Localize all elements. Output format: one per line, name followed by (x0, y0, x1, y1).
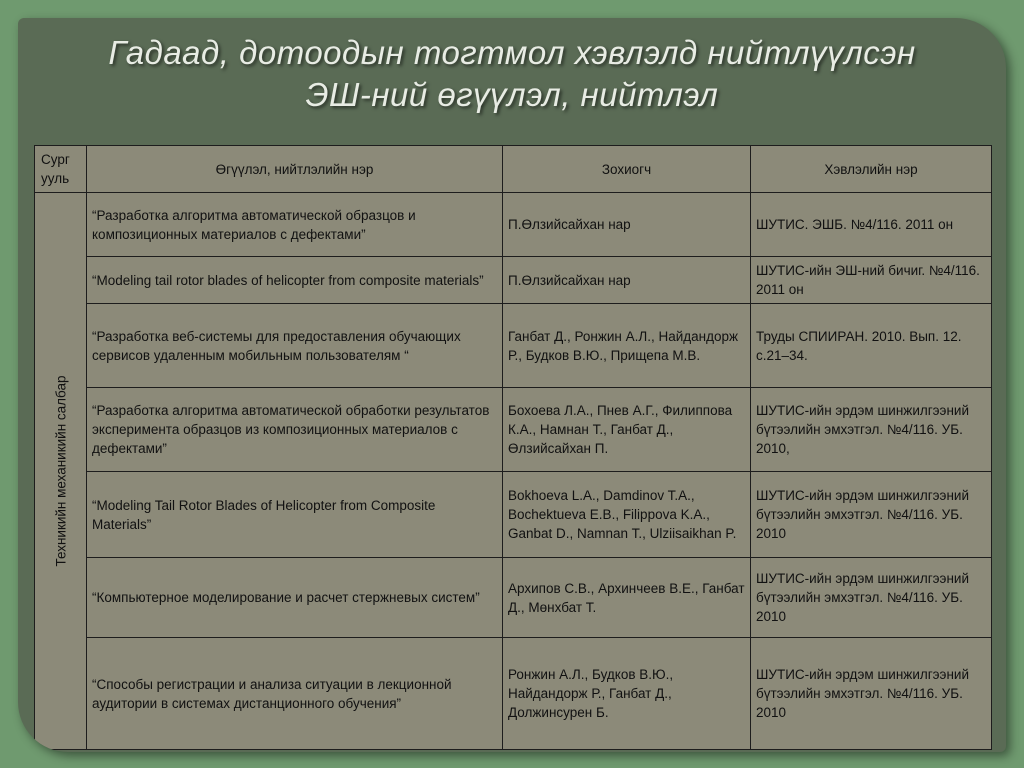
row-publication: ШУТИС. ЭШБ. №4/116. 2011 он (751, 193, 992, 257)
row-publication: Труды СПИИРАН. 2010. Вып. 12. с.21–34. (751, 304, 992, 388)
header-category-label: Сург ууль (41, 152, 70, 186)
row-publication: ШУТИС-ийн ЭШ-ний бичиг. №4/116. 2011 он (751, 257, 992, 304)
table-row (35, 472, 992, 558)
slide-title (18, 32, 1006, 116)
header-category (35, 146, 87, 193)
slide-frame (18, 18, 1006, 752)
row-name: “Modeling Tail Rotor Blades of Helicopter from Composite Materials” (87, 472, 503, 558)
table-row (35, 257, 992, 304)
row-name: “Компьютерное моделирование и расчет стержневых систем” (87, 558, 503, 638)
row-name: “Modeling tail rotor blades of helicopter from composite materials” (87, 257, 503, 304)
header-author: Зохиогч (503, 146, 751, 193)
row-author: П.Өлзийсайхан нар (503, 193, 751, 257)
row-author: Ронжин А.Л., Будков В.Ю., Найдандорж Р., Ганбат Д., Должинсурен Б. (503, 638, 751, 750)
category-cell (35, 193, 87, 750)
title-line-1: Гадаад, дотоодын тогтмол хэвлэлд нийтлүүлсэн (108, 34, 916, 71)
table-row (35, 638, 992, 750)
row-name: “Разработка веб-системы для предоставления обучающих сервисов удаленным мобильным пользователям “ (87, 304, 503, 388)
row-publication: ШУТИС-ийн эрдэм шинжилгээний бүтээлийн эмхэтгэл. №4/116. УБ. 2010 (751, 638, 992, 750)
table-row (35, 193, 992, 257)
title-line-2: ЭШ-ний өгүүлэл, нийтлэл (305, 76, 719, 113)
row-author: Ганбат Д., Ронжин А.Л., Найдандорж Р., Будков В.Ю., Прищепа М.В. (503, 304, 751, 388)
row-name: “Разработка алгоритма автоматической образцов и композиционных материалов с дефектами” (87, 193, 503, 257)
row-name: “Разработка алгоритма автоматической обработки результатов эксперимента образцов из композиционных материалов с дефектами” (87, 388, 503, 472)
table-row (35, 388, 992, 472)
row-author: Архипов С.В., Архинчеев В.Е., Ганбат Д., Мөнхбат Т. (503, 558, 751, 638)
row-publication: ШУТИС-ийн эрдэм шинжилгээний бүтээлийн эмхэтгэл. №4/116. УБ. 2010 (751, 558, 992, 638)
table-header-row (35, 146, 992, 193)
publications-table (34, 145, 992, 750)
row-author: Бохоева Л.А., Пнев А.Г., Филиппова К.А., Намнан Т., Ганбат Д., Өлзийсайхан П. (503, 388, 751, 472)
category-label: Техникийн механикийн салбар (53, 375, 68, 567)
row-publication: ШУТИС-ийн эрдэм шинжилгээний бүтээлийн эмхэтгэл. №4/116. УБ. 2010 (751, 472, 992, 558)
row-publication: ШУТИС-ийн эрдэм шинжилгээний бүтээлийн эмхэтгэл. №4/116. УБ. 2010, (751, 388, 992, 472)
header-publication: Хэвлэлийн нэр (751, 146, 992, 193)
table-row (35, 558, 992, 638)
row-name: “Способы регистрации и анализа ситуации в лекционной аудитории в системах дистанционного обучения” (87, 638, 503, 750)
row-author: Bokhoeva L.A., Damdinov T.A., Bochektueva E.B., Filippova K.A., Ganbat D., Namnan T., Ulziisaikhan P. (503, 472, 751, 558)
header-name: Өгүүлэл, нийтлэлийн нэр (87, 146, 503, 193)
table-row (35, 304, 992, 388)
row-author: П.Өлзийсайхан нар (503, 257, 751, 304)
